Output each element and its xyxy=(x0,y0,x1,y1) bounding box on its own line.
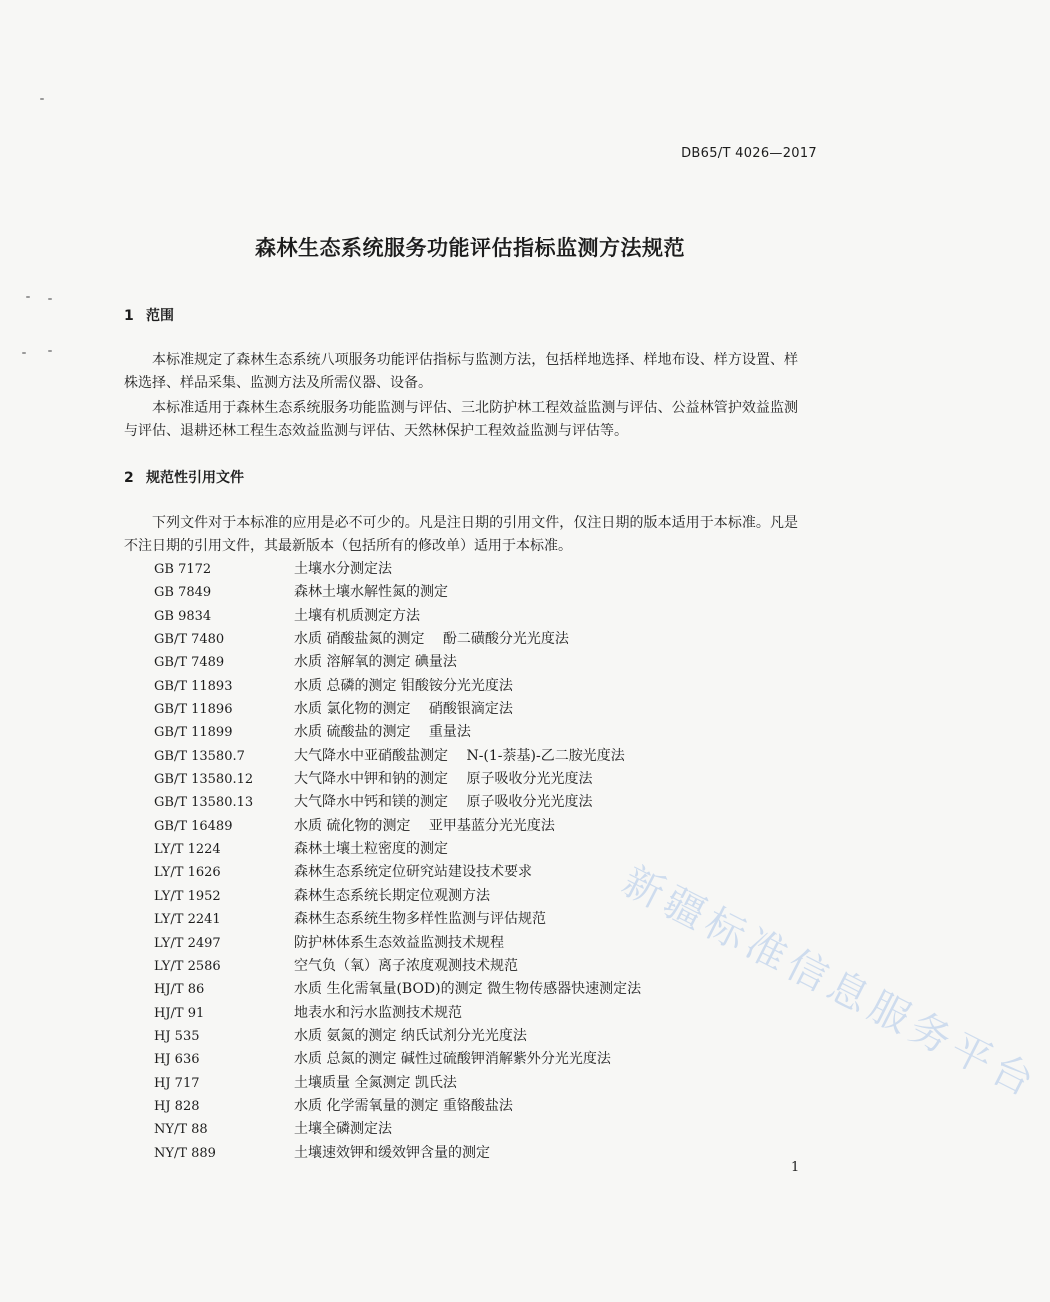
reference-item xyxy=(154,581,794,604)
reference-item xyxy=(154,745,794,768)
reference-item xyxy=(154,1072,794,1095)
reference-title: 地表水和污水监测技术规范 xyxy=(294,1004,462,1021)
reference-code: GB/T 13580.12 xyxy=(154,772,254,788)
reference-title: 森林生态系统长期定位观测方法 xyxy=(294,887,490,904)
reference-item xyxy=(154,558,794,581)
reference-title: 森林土壤水解性氮的测定 xyxy=(294,584,448,601)
section-number: 2 xyxy=(124,470,134,486)
reference-item xyxy=(154,768,794,791)
reference-title: 森林土壤土粒密度的测定 xyxy=(294,841,448,858)
reference-title: 水质 生化需氧量(BOD)的测定 微生物传感器快速测定法 xyxy=(294,981,642,998)
reference-title: 水质 总氮的测定 碱性过硫酸钾消解紫外分光光度法 xyxy=(294,1051,611,1068)
scan-speck xyxy=(40,98,44,100)
reference-item xyxy=(154,978,794,1001)
reference-item xyxy=(154,885,794,908)
reference-title: 空气负（氧）离子浓度观测技术规范 xyxy=(294,957,518,974)
reference-item xyxy=(154,675,794,698)
scan-speck xyxy=(26,296,30,298)
reference-item xyxy=(154,1048,794,1071)
reference-list xyxy=(154,558,794,1165)
reference-code: GB/T 16489 xyxy=(154,818,233,834)
reference-item xyxy=(154,651,794,674)
reference-code: GB/T 11899 xyxy=(154,725,233,741)
section-heading-scope xyxy=(124,305,174,325)
reference-item xyxy=(154,1025,794,1048)
reference-title: 森林生态系统定位研究站建设技术要求 xyxy=(294,864,532,881)
section-title: 范围 xyxy=(146,308,174,324)
reference-item xyxy=(154,908,794,931)
reference-item xyxy=(154,791,794,814)
reference-code: GB 7172 xyxy=(154,562,212,577)
reference-item xyxy=(154,698,794,721)
reference-code: GB/T 11896 xyxy=(154,702,233,718)
reference-title: 土壤质量 全氮测定 凯氏法 xyxy=(294,1074,457,1091)
reference-title: 水质 化学需氧量的测定 重铬酸盐法 xyxy=(294,1097,513,1114)
reference-code: HJ/T 91 xyxy=(154,1005,205,1021)
reference-item xyxy=(154,815,794,838)
reference-item xyxy=(154,1142,794,1165)
reference-title: 森林生态系统生物多样性监测与评估规范 xyxy=(294,911,546,928)
reference-code: GB 7849 xyxy=(154,585,212,601)
reference-item xyxy=(154,1095,794,1118)
reference-code: LY/T 2497 xyxy=(154,935,221,951)
scope-paragraph-1: 本标准规定了森林生态系统八项服务功能评估指标与监测方法，包括样地选择、样地布设、样方设置、样株选择、样品采集、监测方法及所需仪器、设备。 xyxy=(124,352,798,391)
document-code: DB65/T 4026—2017 xyxy=(681,146,817,161)
scope-paragraph-2: 本标准适用于森林生态系统服务功能监测与评估、三北防护林工程效益监测与评估、公益林管护效益监测与评估、退耕还林工程生态效益监测与评估、天然林保护工程效益监测与评估等。 xyxy=(124,400,798,439)
reference-title: 土壤有机质测定方法 xyxy=(294,607,420,624)
reference-code: LY/T 2586 xyxy=(154,958,221,974)
reference-item xyxy=(154,721,794,744)
reference-title: 水质 硫酸盐的测定 重量法 xyxy=(294,724,471,741)
reference-item xyxy=(154,932,794,955)
reference-item xyxy=(154,861,794,884)
reference-title: 土壤水分测定法 xyxy=(294,561,392,577)
document-title: 森林生态系统服务功能评估指标监测方法规范 xyxy=(255,236,685,260)
section-title: 规范性引用文件 xyxy=(146,470,244,486)
reference-code: LY/T 1626 xyxy=(154,865,221,881)
reference-item xyxy=(154,1118,794,1141)
reference-title: 大气降水中钙和镁的测定 原子吸收分光光度法 xyxy=(294,794,593,811)
reference-item xyxy=(154,628,794,651)
reference-code: GB/T 13580.7 xyxy=(154,748,245,764)
reference-code: HJ/T 86 xyxy=(154,982,205,998)
reference-code: GB/T 7489 xyxy=(154,655,225,671)
reference-code: HJ 535 xyxy=(154,1028,200,1044)
reference-code: HJ 828 xyxy=(154,1098,200,1114)
reference-item xyxy=(154,605,794,628)
references-intro: 下列文件对于本标准的应用是必不可少的。凡是注日期的引用文件，仅注日期的版本适用于本标准。凡是不注日期的引用文件，其最新版本（包括所有的修改单）适用于本标准。 xyxy=(124,515,798,554)
section-number: 1 xyxy=(124,308,134,324)
reference-code: HJ 717 xyxy=(154,1075,200,1091)
scan-speck xyxy=(22,352,26,354)
scan-speck xyxy=(48,298,52,300)
reference-code: NY/T 889 xyxy=(154,1145,216,1161)
reference-code: GB 9834 xyxy=(154,608,212,624)
reference-code: LY/T 1224 xyxy=(154,842,221,858)
reference-code: GB/T 11893 xyxy=(154,678,233,694)
reference-title: 水质 总磷的测定 钼酸铵分光光度法 xyxy=(294,677,513,694)
reference-title: 水质 硝酸盐氮的测定 酚二磺酸分光光度法 xyxy=(294,631,569,648)
watermark-stamp: 新疆标准信息服务平台 xyxy=(615,858,1046,1108)
reference-code: GB/T 7480 xyxy=(154,632,225,648)
scan-speck xyxy=(48,350,52,352)
reference-title: 水质 硫化物的测定 亚甲基蓝分光光度法 xyxy=(294,817,555,834)
reference-code: NY/T 88 xyxy=(154,1122,208,1138)
reference-title: 水质 氨氮的测定 纳氏试剂分光光度法 xyxy=(294,1027,527,1044)
page-number: 1 xyxy=(791,1160,800,1175)
reference-title: 水质 氯化物的测定 硝酸银滴定法 xyxy=(294,701,513,718)
reference-code: HJ 636 xyxy=(154,1052,200,1068)
reference-title: 水质 溶解氧的测定 碘量法 xyxy=(294,654,457,671)
reference-title: 防护林体系生态效益监测技术规程 xyxy=(294,934,504,951)
reference-code: GB/T 13580.13 xyxy=(154,795,254,811)
reference-title: 土壤全磷测定法 xyxy=(294,1121,392,1138)
reference-title: 大气降水中亚硝酸盐测定 N-(1-萘基)-乙二胺光度法 xyxy=(294,747,625,764)
section-heading-references xyxy=(124,467,244,487)
reference-item xyxy=(154,838,794,861)
reference-title: 土壤速效钾和缓效钾含量的测定 xyxy=(294,1144,490,1161)
reference-code: LY/T 2241 xyxy=(154,912,221,928)
reference-code: LY/T 1952 xyxy=(154,888,221,904)
reference-item xyxy=(154,955,794,978)
reference-item xyxy=(154,1002,794,1025)
reference-title: 大气降水中钾和钠的测定 原子吸收分光光度法 xyxy=(294,771,593,788)
